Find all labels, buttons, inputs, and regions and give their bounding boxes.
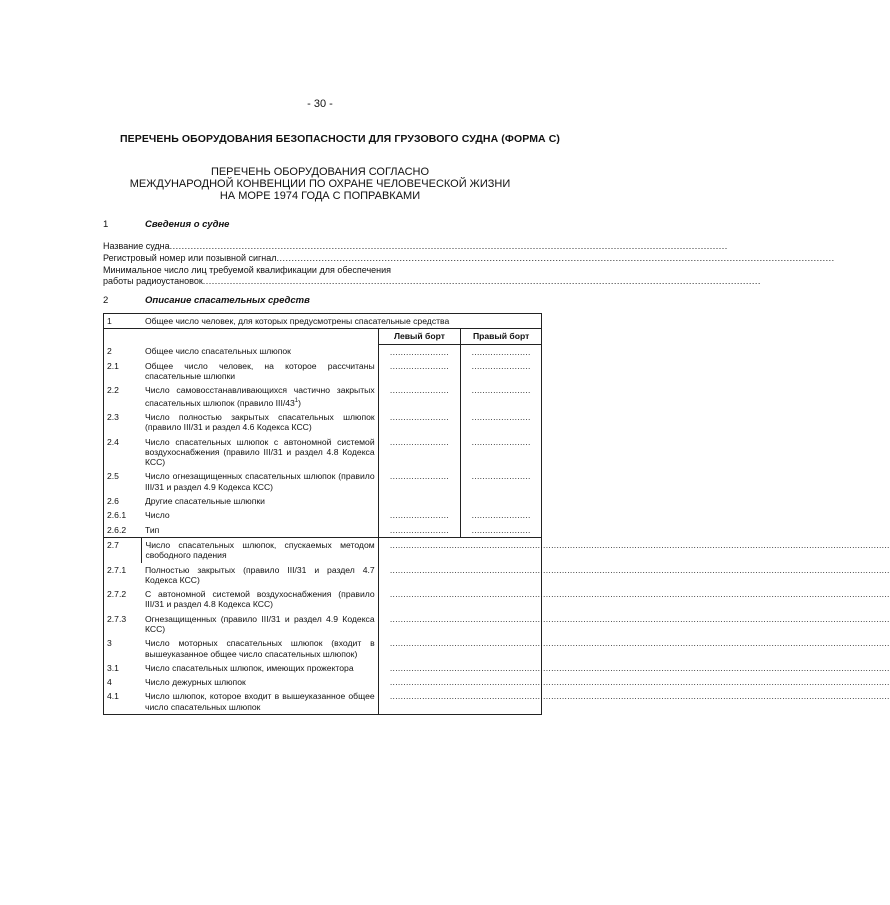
field-label: работы радиоустановок	[103, 276, 203, 286]
row-text: Другие спасательные шлюпки	[144, 496, 265, 507]
table-row	[104, 563, 542, 588]
value-cell[interactable]	[378, 689, 890, 714]
left-value-cell[interactable]	[378, 383, 461, 409]
fill-line: ......................	[471, 436, 531, 447]
left-value-cell[interactable]	[378, 523, 461, 538]
row-text: Общее число человек, на которое рассчитаны спасательные шлюпки	[144, 360, 375, 382]
field-label: Название судна	[103, 241, 170, 251]
field-label: Регистровый номер или позывной сигнал	[103, 253, 277, 263]
subtitle-line: МЕЖДУНАРОДНОЙ КОНВЕНЦИИ ПО ОХРАНЕ ЧЕЛОВЕЧЕСКОЙ ЖИЗНИ	[129, 178, 511, 190]
section-2-number: 2	[103, 295, 109, 306]
row-text: Полностью закрытых (правило III/31 и раздел 4.7 Кодекса КСС)	[144, 564, 375, 585]
fill-line: ......................	[389, 385, 450, 396]
table-row	[104, 661, 542, 675]
table-row	[104, 494, 542, 508]
fill-line: ..........................................................................................................................................................................................	[202, 276, 761, 286]
document-title: ПЕРЕЧЕНЬ ОБОРУДОВАНИЯ БЕЗОПАСНОСТИ ДЛЯ ГРУЗОВОГО СУДНА (ФОРМА С)	[119, 133, 561, 145]
row-text: Тип	[142, 523, 378, 538]
table-row	[104, 359, 542, 384]
row-number: 4.1	[104, 689, 142, 714]
fill-line: ......................	[389, 411, 450, 422]
table-row	[104, 636, 542, 661]
fill-line: ..........................................................................................................................................................................................	[389, 539, 890, 550]
fill-line: ..........................................................................................................................................................................................	[276, 253, 835, 263]
row-text: Число	[144, 510, 170, 521]
row-number: 3	[104, 636, 142, 661]
row-number: 2.6.2	[104, 523, 142, 538]
fill-line: ......................	[389, 346, 450, 357]
fill-line: ..........................................................................................................................................................................................	[389, 589, 890, 600]
row-number: 2.3	[104, 410, 142, 435]
row-text: Число огнезащищенных спасательных шлюпок (правило III/31 и раздел 4.9 Кодекса КСС)	[144, 471, 375, 492]
table-row	[104, 537, 542, 562]
fill-line: ......................	[389, 436, 450, 447]
page-number: - 30 -	[307, 98, 333, 110]
left-value-cell[interactable]	[378, 435, 461, 470]
table-row	[104, 344, 542, 359]
fill-line: ......................	[471, 385, 531, 396]
row-text: Число дежурных шлюпок	[144, 677, 246, 688]
row-text: Общее число спасательных шлюпок	[144, 346, 291, 357]
section-1-number: 1	[103, 219, 109, 230]
row-text: Число полностью закрытых спасательных шлюпок (правило III/31 и раздел 4.6 Кодекса КСС)	[144, 411, 375, 433]
row-number: 2.7	[104, 537, 142, 562]
value-cell[interactable]	[378, 675, 890, 689]
table-row	[104, 469, 542, 494]
value-cell[interactable]	[378, 563, 890, 588]
row-text: Число спасательных шлюпок, имеющих прожектора	[144, 662, 354, 673]
left-value-cell[interactable]	[378, 469, 461, 494]
fill-line: ......................	[471, 524, 531, 535]
fill-line: ......................	[471, 346, 531, 357]
right-value-cell[interactable]	[461, 435, 542, 470]
table-row	[104, 383, 542, 409]
row-number: 2.7.2	[104, 587, 142, 612]
right-value-cell[interactable]	[461, 523, 542, 538]
table-row	[104, 314, 542, 329]
row-number: 2	[104, 344, 142, 359]
fill-line: ......................	[389, 360, 450, 371]
row-text: Число шлюпок, которое входит в вышеуказанное общее число спасательных шлюпок	[142, 689, 378, 714]
section-1-heading: Сведения о судне	[145, 219, 230, 230]
row-number: 2.6	[104, 494, 142, 508]
row-number: 1	[104, 314, 142, 329]
row-number: 2.7.3	[104, 612, 142, 637]
right-value-cell[interactable]	[461, 508, 542, 522]
section-2-heading: Описание спасательных средств	[145, 295, 310, 306]
right-value-cell[interactable]	[461, 344, 542, 359]
row-text: С автономной системой воздухоснабжения (правило III/31 и раздел 4.8 Кодекса КСС)	[144, 589, 375, 610]
fill-line: ......................	[471, 510, 531, 521]
value-cell[interactable]	[378, 537, 890, 562]
left-value-cell[interactable]	[378, 508, 461, 522]
fill-line: ......................	[389, 471, 450, 482]
row-number: 2.5	[104, 469, 142, 494]
row-number: 2.6.1	[104, 508, 142, 522]
fill-line: ..........................................................................................................................................................................................	[389, 662, 890, 673]
row-text: Число спасательных шлюпок, спускаемых методом свободного падения	[142, 537, 378, 562]
right-value-cell[interactable]	[461, 410, 542, 435]
row-number: 2.2	[104, 383, 142, 409]
row-number: 3.1	[104, 661, 142, 675]
fill-line: ..........................................................................................................................................................................................	[389, 691, 890, 702]
right-value-cell[interactable]	[461, 469, 542, 494]
value-cell[interactable]	[378, 587, 890, 612]
table-row	[104, 612, 542, 637]
value-cell[interactable]	[378, 612, 890, 637]
radio-operators-field[interactable]	[103, 276, 761, 286]
column-left-board: Левый борт	[378, 329, 461, 344]
row-text: Число самовосстанавливающихся частично закрытых спасательных шлюпок (правило III/$43^1$)	[144, 385, 375, 408]
table-row	[104, 523, 542, 538]
fill-line: ..........................................................................................................................................................................................	[389, 638, 890, 649]
table-header-row	[104, 329, 542, 344]
row-text: Число моторных спасательных шлюпок (входит в вышеуказанное общее число спасательных шлюпок)	[144, 638, 375, 659]
value-cell[interactable]	[378, 636, 890, 661]
table-row	[104, 675, 542, 689]
fill-line: ..........................................................................................................................................................................................	[389, 564, 890, 575]
left-value-cell[interactable]	[378, 410, 461, 435]
row-number: 2.1	[104, 359, 142, 384]
fill-line: ..........................................................................................................................................................................................	[389, 613, 890, 624]
subtitle-line: ПЕРЕЧЕНЬ ОБОРУДОВАНИЯ СОГЛАСНО	[210, 166, 430, 178]
table-row	[104, 435, 542, 470]
row-number: 2.7.1	[104, 563, 142, 588]
table-row	[104, 410, 542, 435]
table-row	[104, 587, 542, 612]
right-value-cell[interactable]	[461, 359, 542, 384]
left-value-cell[interactable]	[378, 359, 461, 384]
row-text: Огнезащищенных (правило III/31 и раздел 4.9 Кодекса КСС)	[144, 613, 375, 634]
row-number: 4	[104, 675, 142, 689]
fill-line: ..........................................................................................................................................................................................	[169, 241, 728, 251]
fill-line: ......................	[471, 411, 531, 422]
registry-number-field[interactable]	[103, 253, 835, 263]
subtitle	[100, 166, 540, 202]
row-text: Общее число человек, для которых предусмотрены спасательные средства	[142, 314, 542, 329]
subtitle-line: НА МОРЕ 1974 ГОДА С ПОПРАВКАМИ	[219, 190, 421, 202]
column-right-board: Правый борт	[461, 329, 542, 344]
right-value-cell[interactable]	[461, 383, 542, 409]
fill-line: ..........................................................................................................................................................................................	[389, 677, 890, 688]
fill-line: ......................	[471, 360, 531, 371]
row-text: Число спасательных шлюпок с автономной системой воздухоснабжения (правило III/31 и раздел 4.8 Кодекса КСС)	[144, 436, 375, 468]
fill-line: ......................	[389, 524, 450, 535]
fill-line: ......................	[389, 510, 450, 521]
table-row	[104, 689, 542, 714]
value-cell[interactable]	[378, 661, 890, 675]
ship-name-field[interactable]	[103, 241, 728, 251]
left-value-cell[interactable]	[378, 344, 461, 359]
lifesaving-table	[103, 313, 890, 715]
row-number: 2.4	[104, 435, 142, 470]
min-persons-label: Минимальное число лиц требуемой квалификации для обеспечения	[103, 265, 392, 275]
fill-line: ......................	[471, 471, 531, 482]
table-row	[104, 508, 542, 522]
